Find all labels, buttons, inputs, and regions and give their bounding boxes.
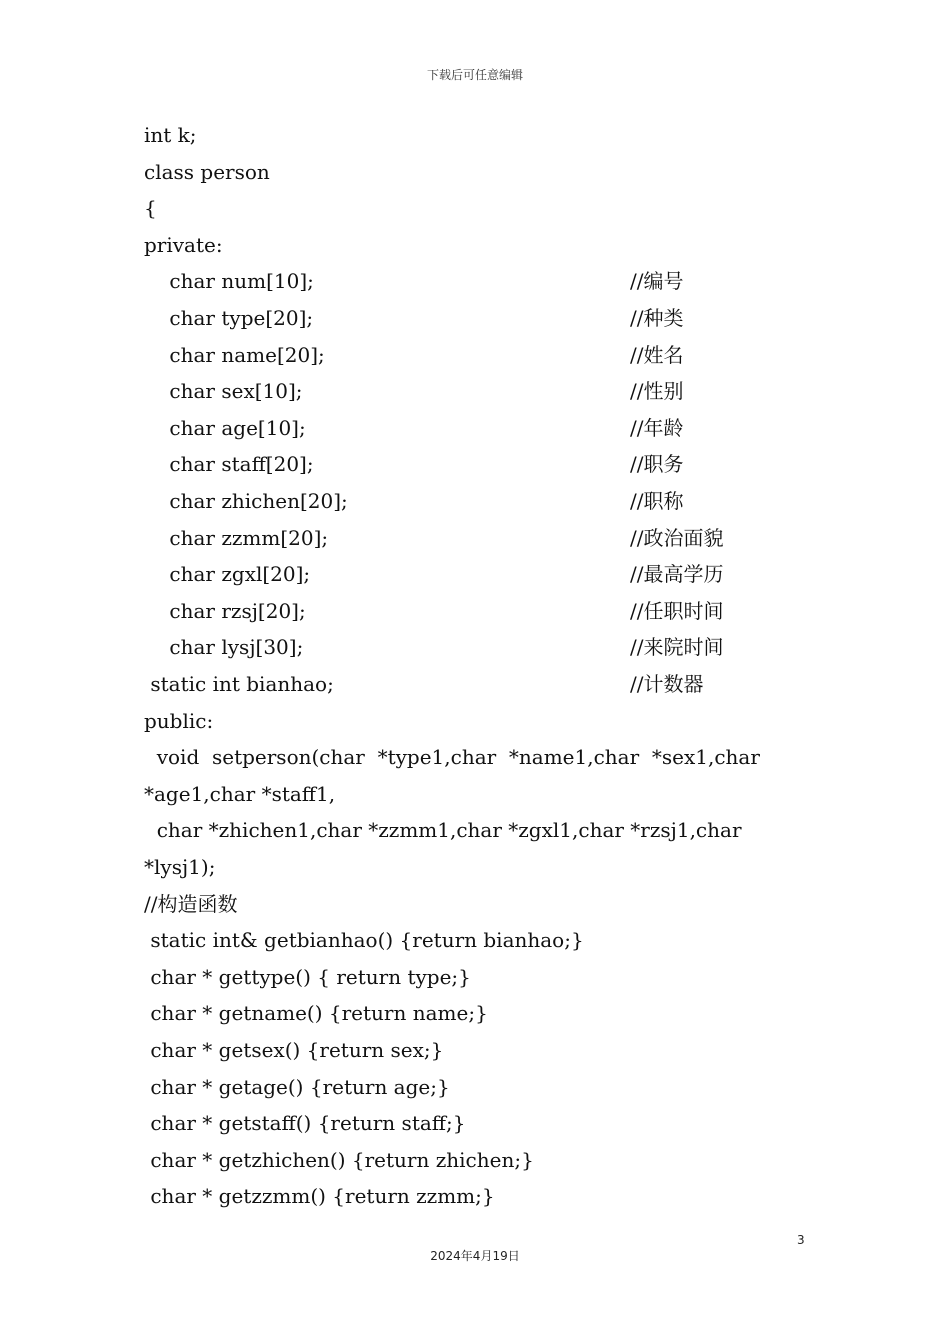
code-line: char * gettype() { return type;} [144,964,471,989]
code-line: char * getage() {return age;} [144,1074,450,1099]
code-line: char * getzzmm() {return zzmm;} [144,1184,495,1209]
code-comment: //职务 [630,452,684,477]
page-header: 下载后可任意编辑 [426,68,523,82]
code-line: char type[20]; [144,306,314,330]
code-line: //构造函数 [144,891,238,916]
code-comment: //任职时间 [630,598,724,623]
code-comment: //年龄 [630,415,684,440]
code-line: class person [144,159,270,184]
page-footer-date: 2024年4月19日 [430,1249,520,1263]
code-line: char age[10]; [144,415,306,440]
code-line: char zzmm[20]; [144,525,329,550]
code-line: char num[10]; [144,269,314,294]
code-line: char * getzhichen() {return zhichen;} [144,1147,534,1172]
code-line: char lysj[30]; [144,635,304,660]
code-comment: //姓名 [630,342,684,367]
page-number: 3 [797,1233,805,1247]
code-line: void setperson(char *type1,char *name1,char *sex1,char [144,745,760,770]
code-line: public: [144,708,214,733]
code-line: char zgxl[20]; [144,562,311,587]
code-line: char * getstaff() {return staff;} [144,1111,466,1136]
code-line: *age1,char *staff1, [144,781,336,806]
code-line: char rzsj[20]; [144,598,306,623]
code-comment: //职称 [630,489,684,513]
code-line: private: [144,232,223,257]
code-comment: //种类 [630,306,684,330]
code-line: char sex[10]; [144,379,303,404]
code-line: char staff[20]; [144,452,314,477]
code-line: char * getsex() {return sex;} [144,1038,444,1062]
code-line: int k; [144,123,197,147]
code-comment: //性别 [630,379,684,404]
code-line: static int& getbianhao() {return bianhao;} [144,928,584,953]
code-comment: //来院时间 [630,635,724,660]
code-comment: //最高学历 [630,562,724,587]
code-line: *lysj1); [144,855,216,879]
code-line: static int bianhao; [144,672,334,696]
code-comment: //计数器 [630,672,704,696]
code-line: char zhichen[20]; [144,489,348,513]
code-comment: //政治面貌 [630,525,724,550]
code-comment: //编号 [630,269,684,294]
code-line: { [144,196,157,221]
code-line: char * getname() {return name;} [144,1001,488,1026]
code-line: char *zhichen1,char *zzmm1,char *zgxl1,char *rzsj1,char [144,818,742,843]
code-line: char name[20]; [144,342,325,367]
